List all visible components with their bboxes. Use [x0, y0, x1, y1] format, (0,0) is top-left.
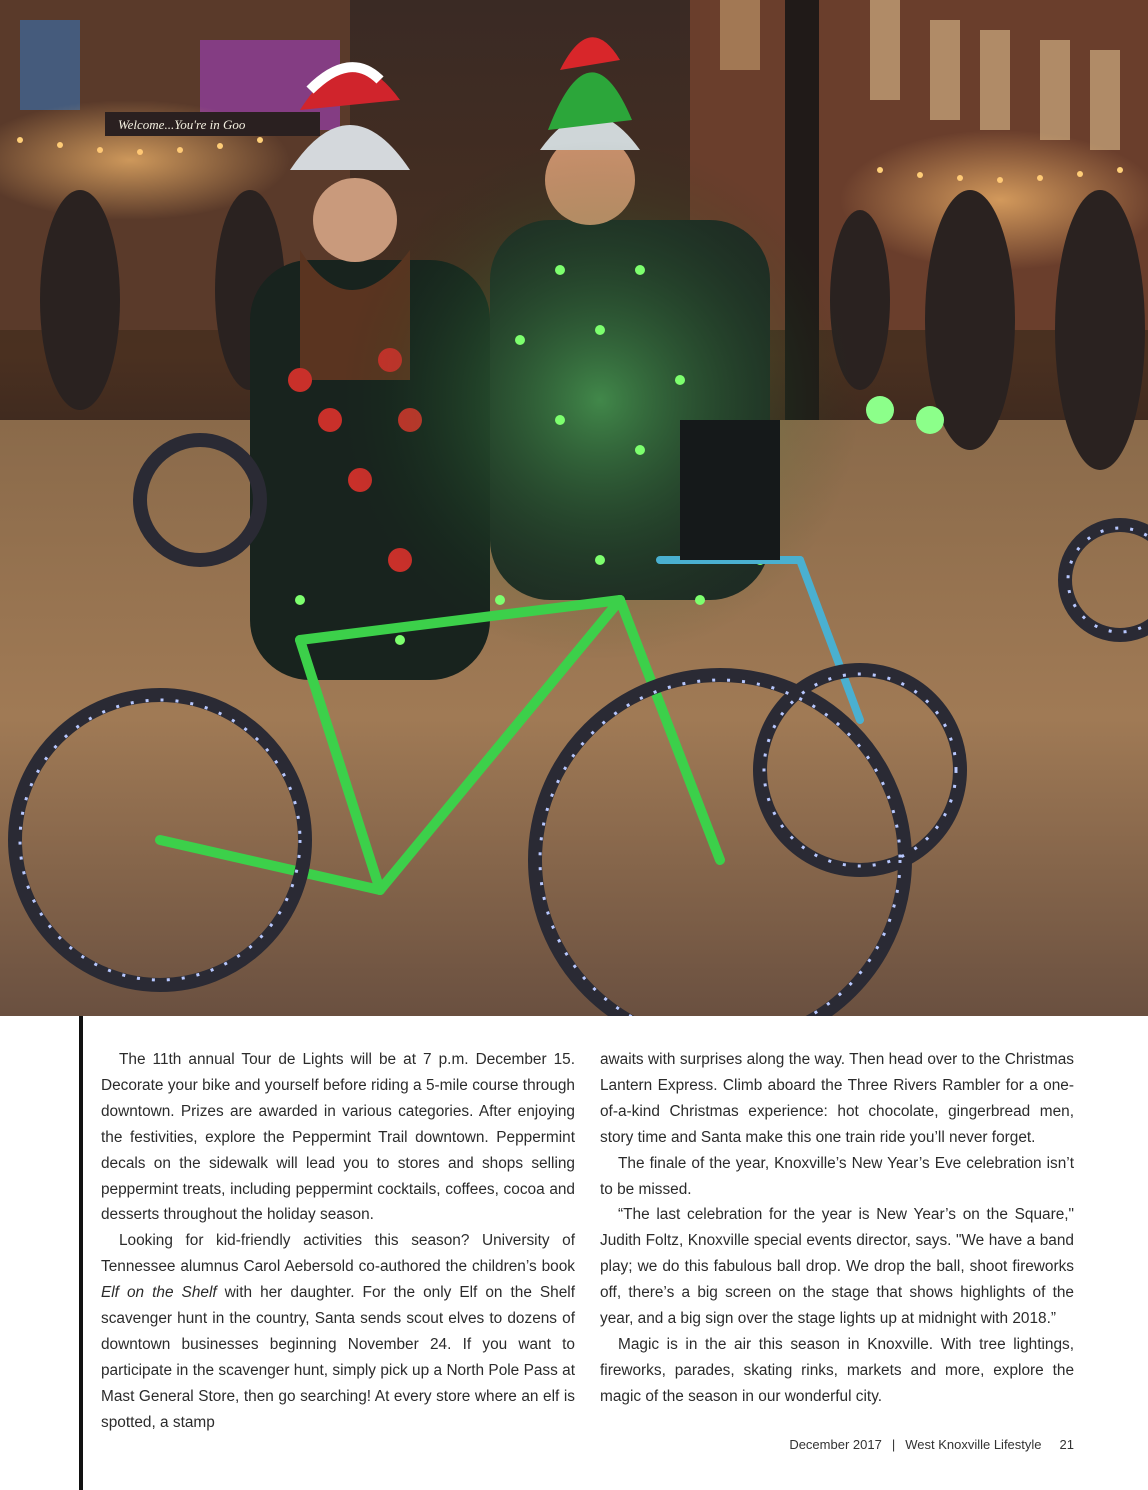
paragraph: Magic is in the air this season in Knoxville. With tree lightings, fireworks, parades, skating rinks, markets and more, explore the magic of the season in our wonderful city. — [600, 1335, 1074, 1405]
paragraph-text: Looking for kid-friendly activities this season? University of Tennessee alumnus Carol Aebersold co-authored the children’s book — [101, 1232, 575, 1276]
book-title: Elf on the Shelf — [101, 1284, 217, 1302]
footer-separator: | — [891, 1437, 896, 1452]
footer-date: December 2017 — [789, 1437, 882, 1452]
left-margin-rule — [79, 1016, 83, 1490]
paragraph — [101, 1228, 575, 1435]
paragraph: awaits with surprises along the way. Then head over to the Christmas Lantern Express. Climb aboard the Three Rivers Rambler for a one-of-a-kind Christmas experience: hot chocolate, gingerbread men, story time and Santa make this one train ride you’ll never forget. — [600, 1051, 1074, 1146]
shop-sign-text: Welcome...You're in Goo — [118, 117, 246, 132]
page-number: 21 — [1059, 1437, 1074, 1452]
paragraph: The 11th annual Tour de Lights will be at 7 p.m. December 15. Decorate your bike and yourself before riding a 5-mile course through downtown. Prizes are awarded in various categories. After enjoying the festivities, explore the Peppermint Trail downtown. Peppermint decals on the sidewalk will lead you to stores and shops selling peppermint treats, including peppermint cocktails, coffees, cocoa and desserts throughout the holiday season. — [101, 1051, 575, 1224]
paragraph-text: with her daughter. For the only Elf on the Shelf scavenger hunt in the country, Santa sends scout elves to dozens of downtown businesses beginning November 24. If you want to participate in the scavenger hunt, simply pick up a North Pole Pass at Mast General Store, then go searching! At every store where an elf is spotted, a stamp — [101, 1284, 575, 1431]
page-footer — [789, 1437, 1074, 1452]
footer-magazine: West Knoxville Lifestyle — [905, 1437, 1042, 1452]
article-column-left — [101, 1047, 575, 1436]
paragraph: The finale of the year, Knoxville’s New Year’s Eve celebration isn’t to be missed. — [600, 1154, 1074, 1198]
article-column-right — [600, 1047, 1074, 1410]
paragraph: “The last celebration for the year is New Year’s on the Square," Judith Foltz, Knoxville special events director, says. "We have a band play; we do this fabulous ball drop. We drop the ball, shoot fireworks off, there’s a big screen on the stage that shows highlights of the year, and a big sign over the stage lights up at midnight with 2018.” — [600, 1206, 1074, 1328]
